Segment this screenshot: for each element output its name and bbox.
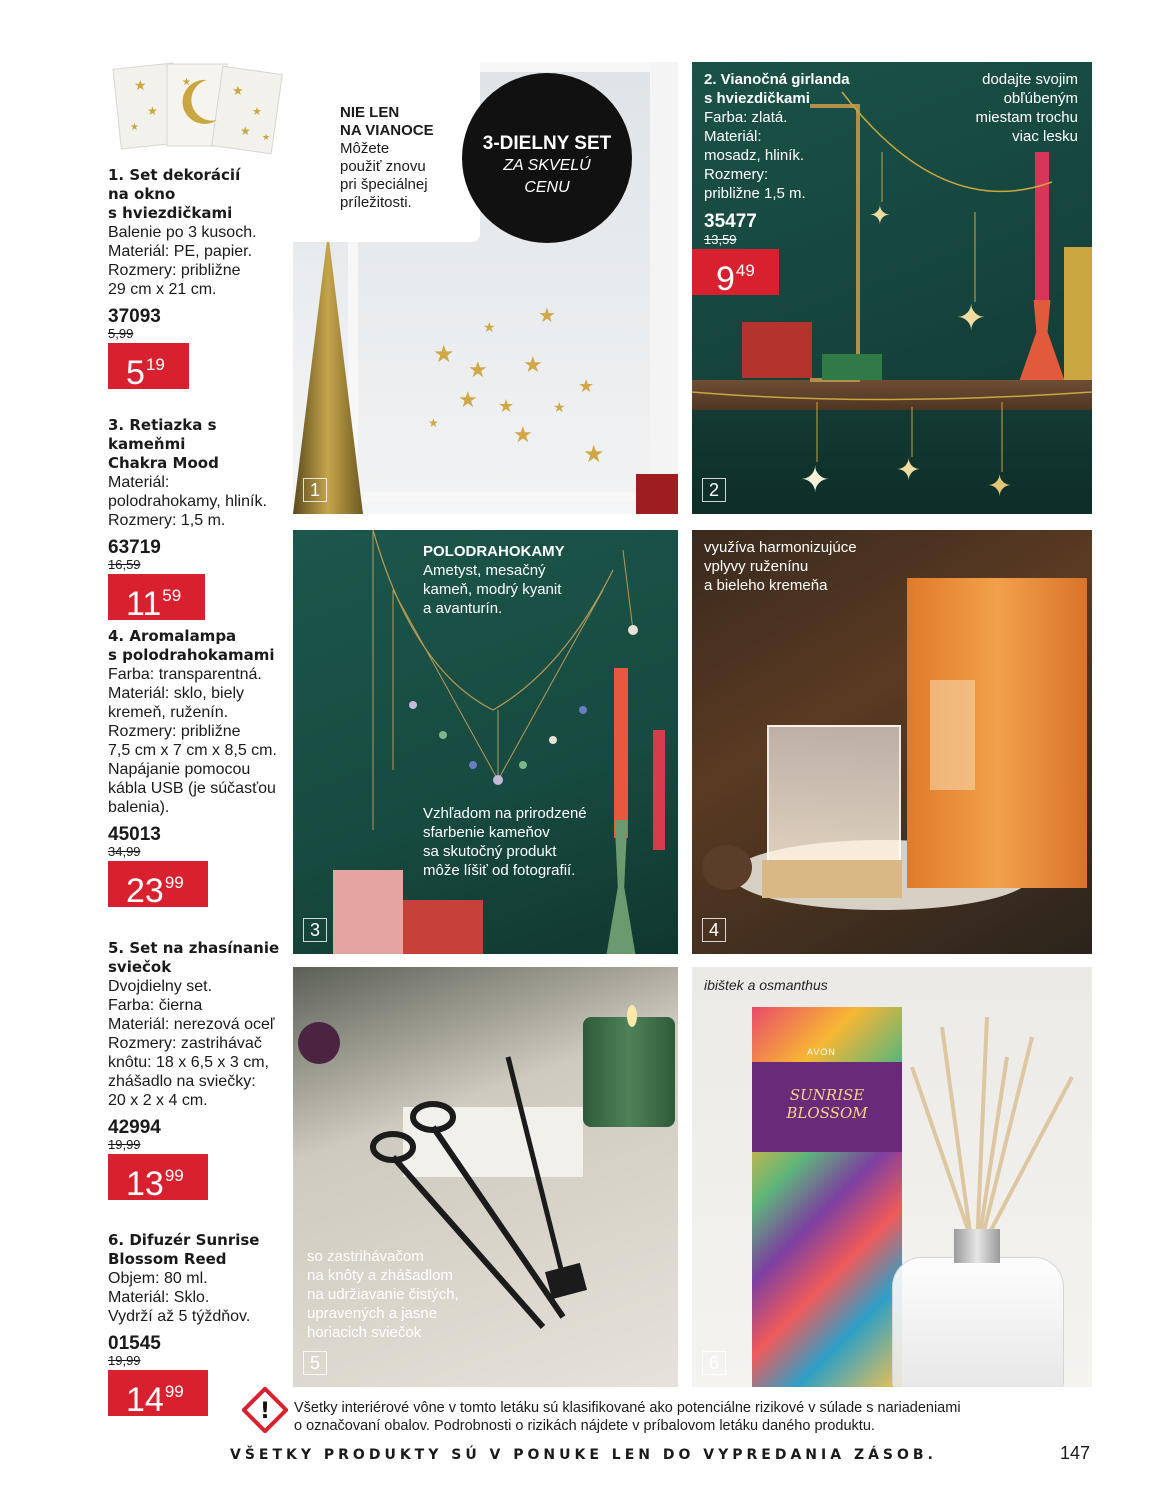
title-line: 1. Set dekorácií — [108, 166, 241, 184]
garland-spec-line: Rozmery: — [704, 166, 769, 183]
photo-aroma-lamp — [692, 530, 1092, 954]
price-cents: 59 — [162, 586, 182, 605]
svg-text:✦: ✦ — [800, 460, 831, 501]
spec-line: Rozmery: približne — [108, 262, 241, 279]
photo-number: 6 — [702, 1351, 726, 1375]
lamp-base — [762, 860, 902, 898]
svg-text:★: ★ — [232, 84, 244, 99]
product-title — [108, 939, 290, 977]
spec-line: Materiál: PE, papier. — [108, 243, 253, 260]
photo-stone-chain — [293, 530, 678, 954]
title-line: s polodrahokamami — [108, 646, 275, 664]
lamp-line: vplyvy ruženínu — [704, 558, 809, 575]
spec-line: Balenie po 3 kusoch. — [108, 224, 257, 241]
bottle-cap — [954, 1229, 1000, 1263]
candle-red — [653, 730, 665, 850]
snuffer-line: upravených a jasne — [307, 1305, 438, 1322]
box-title-line: BLOSSOM — [786, 1104, 868, 1122]
spec-line: kábla USB (je súčasťou — [108, 780, 276, 797]
snuffer-line: na knôty a zhášadlom — [307, 1267, 453, 1284]
price-main: 14 — [126, 1381, 164, 1419]
diffuser-bottle — [892, 1257, 1064, 1387]
svg-text:★: ★ — [147, 104, 158, 118]
stones-note — [423, 804, 587, 880]
old-price: 5,99 — [108, 326, 134, 341]
title-line: sviečok — [108, 958, 172, 976]
badge-title-line: NA VIANOCE — [340, 122, 434, 139]
product-title — [108, 416, 290, 473]
page-number: 147 — [1060, 1443, 1091, 1463]
lamp-line: využíva harmonizujúce — [704, 539, 857, 556]
old-price: 19,99 — [108, 1353, 141, 1368]
price-tag — [108, 343, 189, 392]
title-line: 4. Aromalampa — [108, 627, 237, 645]
box-label — [930, 680, 975, 790]
garland-spec-line: Farba: zlatá. — [704, 109, 788, 126]
svg-text:✦: ✦ — [869, 201, 891, 231]
gift-pink — [333, 870, 403, 954]
title-line: Chakra Mood — [108, 454, 219, 472]
diffuser-box — [752, 1007, 902, 1387]
svg-text:✦: ✦ — [956, 298, 987, 339]
title-line: Blossom Reed — [108, 1250, 227, 1268]
price-tag — [108, 1370, 208, 1419]
title-line: 5. Set na zhasínanie — [108, 939, 280, 957]
note-line: obľúbeným — [1003, 90, 1078, 107]
stones-heading: POLODRAHOKAMY — [423, 543, 565, 560]
note-line: dodajte svojim — [982, 71, 1078, 88]
availability-footer: VŠETKY PRODUKTY SÚ V PONUKE LEN DO VYPREDANIA ZÁSOB. — [230, 1447, 937, 1463]
badge-line: pri špeciálnej — [340, 176, 428, 193]
circle-line: ZA SKVELÚ — [503, 157, 591, 174]
svg-text:★: ★ — [458, 388, 478, 413]
badge-line: príležitosti. — [340, 194, 412, 211]
hazard-warning-icon — [242, 1387, 288, 1433]
price-cents: 99 — [164, 1166, 184, 1185]
title-line: na okno — [108, 185, 176, 203]
box-title-panel — [752, 1062, 902, 1152]
stones-info — [423, 542, 565, 618]
spec-line: Materiál: Sklo. — [108, 1289, 210, 1306]
stones-line: Ametyst, mesačný — [423, 562, 546, 579]
spec-line: Rozmery: približne — [108, 723, 241, 740]
svg-text:★: ★ — [538, 303, 556, 327]
badge-line: Môžete — [340, 140, 390, 157]
price-tag — [108, 861, 208, 910]
price-tag — [108, 1154, 208, 1203]
warning-line: Všetky interiérové vône v tomto letáku sú klasifikované ako potenciálne rizikové v súlade s nariadeniami — [294, 1400, 961, 1416]
product-4-info — [108, 627, 290, 910]
ornament — [298, 1022, 340, 1064]
product-code: 63719 — [108, 537, 161, 558]
svg-text:✦: ✦ — [987, 469, 1013, 504]
spec-line: Dvojdielny set. — [108, 978, 213, 995]
svg-text:★: ★ — [583, 440, 605, 468]
reuse-badge — [290, 62, 480, 242]
svg-text:★: ★ — [578, 376, 595, 397]
circle-title: 3-DIELNY SET — [482, 133, 612, 154]
snuffer-line: so zastrihávačom — [307, 1248, 424, 1265]
spec-line: Materiál: nerezová oceľ — [108, 1016, 275, 1033]
product-title — [108, 166, 290, 223]
spec-line: Vydrží až 5 týždňov. — [108, 1308, 251, 1325]
lamp-info — [704, 538, 857, 595]
svg-text:★: ★ — [130, 122, 139, 133]
note-line: sfarbenie kameňov — [423, 824, 550, 841]
spec-line: Farba: čierna — [108, 997, 203, 1014]
spec-line: Farba: transparentná. — [108, 666, 262, 683]
svg-text:★: ★ — [262, 133, 271, 143]
circle-line: CENU — [524, 179, 570, 196]
badge-line: použiť znovu — [340, 158, 426, 175]
diffuser-caption: ibištek a osmanthus — [704, 977, 828, 993]
garland-spec-line: Materiál: — [704, 128, 762, 145]
product-code: 42994 — [108, 1117, 161, 1138]
old-price: 13,59 — [704, 232, 737, 247]
price-main: 13 — [126, 1165, 164, 1203]
spec-line: kremeň, ruženín. — [108, 704, 229, 721]
note-line: viac lesku — [1012, 128, 1078, 145]
spec-line: Materiál: — [108, 474, 170, 491]
svg-text:★: ★ — [523, 353, 543, 378]
product-code: 37093 — [108, 306, 161, 327]
badge-title-line: NIE LEN — [340, 104, 400, 121]
garland-info — [704, 70, 850, 298]
price-cents: 99 — [164, 873, 184, 892]
window-frame-right — [650, 62, 678, 514]
spec-line: zhášadlo na sviečky: — [108, 1073, 256, 1090]
price-cents: 99 — [164, 1382, 184, 1401]
svg-text:★: ★ — [433, 340, 455, 368]
product-5-info — [108, 939, 290, 1203]
old-price: 34,99 — [108, 844, 141, 859]
stones-line: kameň, modrý kyanit — [423, 581, 562, 598]
fragrance-warning — [294, 1399, 1094, 1435]
svg-text:★: ★ — [252, 105, 262, 118]
price-cents: 49 — [735, 261, 755, 280]
product-title — [108, 627, 290, 665]
svg-text:★: ★ — [483, 320, 496, 336]
warning-line: o označovaní obalov. Podrobnosti o rizikách nájdete v príbalovom letáku daného produktu. — [294, 1418, 875, 1434]
snuffer-line: horiacich sviečok — [307, 1324, 422, 1341]
svg-text:✦: ✦ — [896, 453, 922, 488]
note-line: Vzhľadom na prirodzené — [423, 805, 587, 822]
photo-number: 3 — [303, 918, 327, 942]
svg-text:★: ★ — [134, 78, 147, 94]
spec-line: polodrahokamy, hliník. — [108, 493, 267, 510]
old-price: 16,59 — [108, 557, 141, 572]
snuffer-line: na udržiavanie čistých, — [307, 1286, 459, 1303]
spec-line: 7,5 cm x 7 cm x 8,5 cm. — [108, 742, 277, 759]
note-line: môže líšiť od fotografií. — [423, 862, 576, 879]
price-tag — [108, 574, 205, 623]
svg-text:★: ★ — [182, 77, 191, 88]
stones-line: a avanturín. — [423, 600, 503, 617]
product-code: 01545 — [108, 1333, 161, 1354]
spec-line: Materiál: sklo, biely — [108, 685, 245, 702]
svg-text:★: ★ — [513, 423, 533, 448]
lamp-line: a bieleho kremeňa — [704, 577, 828, 594]
garland-title-line: 2. Vianočná girlanda — [704, 71, 850, 88]
photo-number: 5 — [303, 1351, 327, 1375]
title-line: 3. Retiazka s kameňmi — [108, 416, 217, 453]
pine-cone — [702, 845, 752, 890]
product-code: 35477 — [704, 211, 757, 232]
svg-text:★: ★ — [498, 396, 515, 417]
spec-line: Objem: 80 ml. — [108, 1270, 208, 1287]
title-line: 6. Difuzér Sunrise — [108, 1231, 260, 1249]
old-price: 19,99 — [108, 1137, 141, 1152]
product-title — [108, 1231, 290, 1269]
product-1-info — [108, 166, 290, 392]
spec-line: Rozmery: 1,5 m. — [108, 512, 226, 529]
svg-text:!: ! — [259, 1399, 271, 1424]
photo-snuffer-set — [293, 967, 678, 1387]
garland-note — [975, 70, 1078, 146]
garland-spec-line: približne 1,5 m. — [704, 185, 806, 202]
box-brand: AVON — [807, 1047, 836, 1057]
photo-number: 2 — [702, 478, 726, 502]
glass-lamp — [767, 725, 901, 879]
spec-line: 20 x 2 x 4 cm. — [108, 1092, 208, 1109]
note-line: miestam trochu — [975, 109, 1078, 126]
snuffer-info — [307, 1247, 459, 1342]
moon-stars-decal — [373, 282, 653, 502]
svg-text:★: ★ — [468, 358, 488, 383]
photo-number: 4 — [702, 918, 726, 942]
svg-text:★: ★ — [428, 416, 439, 430]
price-main: 11 — [126, 585, 162, 623]
price-main: 9 — [716, 260, 735, 298]
gift-box — [636, 474, 678, 514]
spec-line: Rozmery: zastrihávač — [108, 1035, 262, 1052]
garland-spec-line: mosadz, hliník. — [704, 147, 805, 164]
product-code: 45013 — [108, 824, 161, 845]
price-cents: 19 — [145, 355, 165, 374]
product-3-info — [108, 416, 290, 623]
price-tag — [692, 249, 779, 298]
svg-text:★: ★ — [240, 124, 251, 138]
price-main: 5 — [126, 354, 145, 392]
box-title-line: SUNRISE — [789, 1086, 865, 1104]
svg-text:★: ★ — [553, 400, 566, 416]
product-thumbnail-window-decor — [112, 60, 287, 165]
price-main: 23 — [126, 872, 164, 910]
garland-title-line: s hviezdičkami — [704, 90, 810, 107]
spec-line: Napájanie pomocou — [108, 761, 251, 778]
photo-garland — [692, 62, 1092, 514]
note-line: sa skutočný produkt — [423, 843, 557, 860]
set-offer-circle — [462, 73, 632, 243]
photo-diffuser — [692, 967, 1092, 1387]
photo-number: 1 — [303, 478, 327, 502]
spec-line: knôtu: 18 x 6,5 x 3 cm, — [108, 1054, 269, 1071]
gift-red — [403, 900, 483, 954]
title-line: s hviezdičkami — [108, 204, 233, 222]
spec-line: balenia). — [108, 799, 170, 816]
spec-line: 29 cm x 21 cm. — [108, 281, 217, 298]
candle-orange — [614, 668, 628, 838]
